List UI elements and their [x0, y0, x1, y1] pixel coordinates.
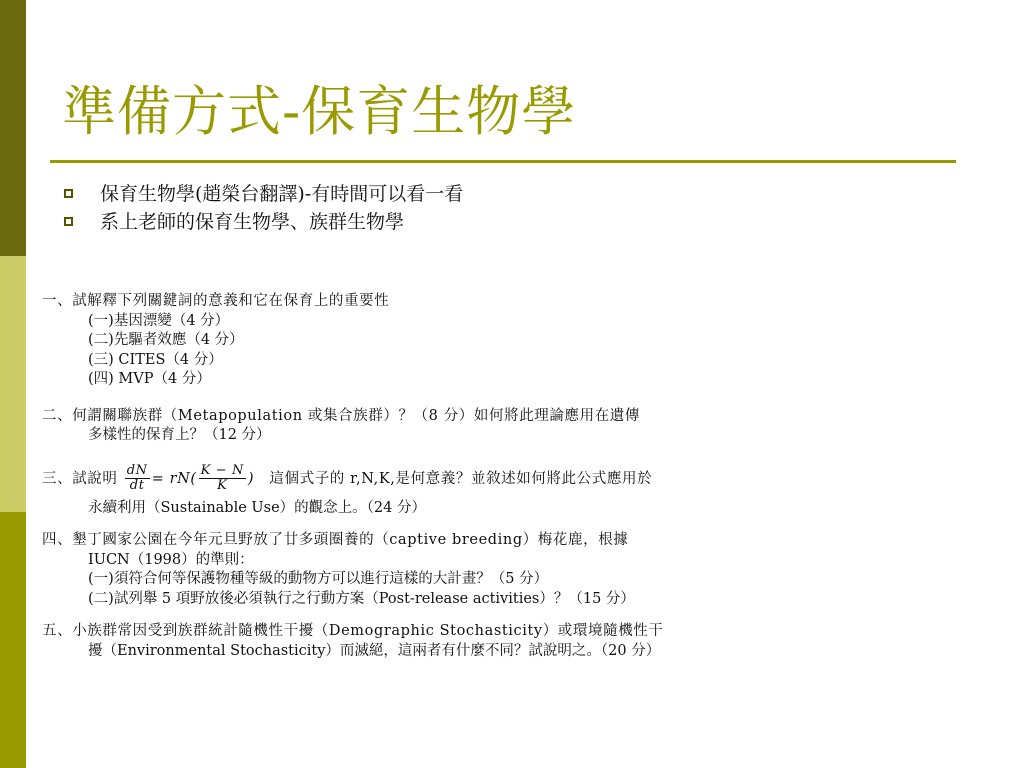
fraction-denominator: dt: [129, 478, 145, 493]
exam-question-image: [42, 292, 972, 661]
fraction-denominator: K: [217, 478, 228, 493]
bullet-item: [62, 208, 463, 236]
left-bar-bottom: [0, 512, 26, 768]
bullet-text: 系上老師的保育生物學、族群生物學: [100, 211, 405, 233]
logistic-formula: [123, 459, 254, 499]
fraction-numerator: dN: [126, 463, 148, 478]
question-2-line: 二、何謂關聯族群（Metapopulation 或集合族群）？（8 分）如何將此理論應用在遺傳: [42, 407, 640, 424]
fraction-numerator: K − N: [200, 463, 244, 478]
fraction-k-n-over-k: [199, 464, 246, 493]
bullet-text: 保育生物學(趙榮台翻譯)-有時間可以看一看: [100, 183, 464, 205]
bullet-item: [62, 180, 463, 208]
question-1-item: (二)先驅者效應（4 分）: [88, 332, 244, 348]
square-bullet-icon: [64, 189, 73, 198]
question-3-line: [42, 459, 972, 499]
question-1-head: 一、試解釋下列關鍵詞的意義和它在保育上的重要性: [42, 293, 390, 309]
question-4-line: (一)須符合何等保護物種等級的動物方可以進行這樣的大計畫？（5 分）: [88, 571, 549, 587]
question-3-prefix: 三、試說明: [42, 470, 118, 487]
formula-middle: = rN(: [151, 470, 197, 487]
question-1-item: (四) MVP（4 分）: [88, 371, 211, 387]
question-4-line: (二)試列舉 5 項野放後必須執行之行動方案（Post-release activities）？（15 分）: [88, 590, 635, 607]
question-5-line: 五、小族群常因受到族群統計隨機性干擾（Demographic Stochasticity）或環境隨機性干: [42, 623, 664, 639]
left-bar-middle: [0, 256, 26, 512]
square-bullet-icon: [64, 217, 73, 226]
question-3-suffix: 這個式子的 r,N,K,是何意義？並敘述如何將此公式應用於: [269, 470, 653, 487]
question-1-item: (三) CITES（4 分）: [88, 351, 223, 368]
question-2-line: 多樣性的保育上？（12 分）: [88, 427, 271, 443]
question-4-line: IUCN（1998）的準則：: [88, 551, 254, 568]
question-1: [42, 292, 972, 390]
question-4-line: 四、墾丁國家公園在今年元旦野放了廿多頭圈養的（captive breeding）梅花鹿，根據: [42, 532, 629, 548]
left-bar-top: [0, 0, 26, 256]
question-5-line: 擾（Environmental Stochasticity）而滅絕，這兩者有什麼不同？試說明之。（20 分）: [88, 642, 661, 659]
question-3-line: 永續利用（Sustainable Use）的觀念上。（24 分）: [88, 499, 426, 516]
bullet-list: [62, 180, 463, 236]
question-3: [42, 459, 972, 519]
question-2: [42, 407, 972, 446]
title-divider: [50, 160, 956, 163]
question-5: [42, 622, 972, 661]
formula-close: ): [247, 470, 255, 487]
question-4: [42, 531, 972, 609]
fraction-dn-dt: [125, 464, 150, 493]
question-1-item: (一)基因漂變（4 分）: [88, 312, 230, 329]
slide-title: 準備方式-保育生物學: [62, 80, 577, 143]
